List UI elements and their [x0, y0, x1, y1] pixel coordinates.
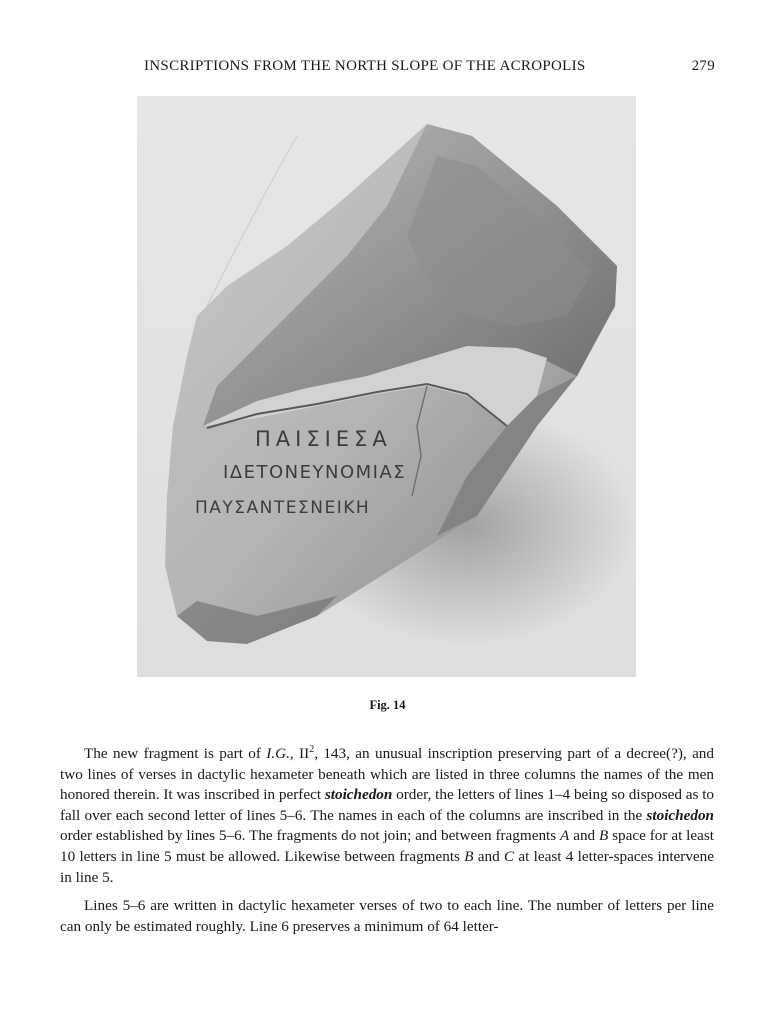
inscription-line-2: ΙΔΕΤΟΝΕΥΝΟΜΙΑΣ — [223, 462, 407, 483]
page-number: 279 — [691, 58, 715, 74]
stone-fragment-image — [137, 96, 636, 677]
running-head-title: INSCRIPTIONS FROM THE NORTH SLOPE OF THE ACROPOLIS — [144, 58, 586, 74]
figure-caption: Fig. 14 — [369, 698, 406, 712]
body-text — [60, 744, 714, 937]
paragraph-2: Lines 5–6 are written in dactylic hexameter verses of two to each line. The number of letters per line can only be estimated roughly. Line 6 preserves a minimum of 64 letter- — [60, 897, 714, 935]
figure-photograph — [137, 96, 636, 677]
paragraph-1: The new fragment is part of I.G., $II^2$, 143, an unusual inscription preserving part of a decree(?), and two lines of verses in dactylic hexameter beneath which are listed in three columns the names of the men honored therein. It was inscribed in perfect stoichedon order, the letters of lines 1–4 being so disposed as to fall over each second letter of lines 5–6. The names in each of the columns are inscribed in the stoichedon order established by lines 5–6. The fragments do not join; and between fragments A and B space for at least 10 letters in line 5 must be allowed. Likewise between fragments B and C at least 4 letter-spaces intervene in line 5. — [60, 743, 715, 886]
inscription-line-3: ΠΑΥΣΑΝΤΕΣΝΕΙΚΗ — [195, 498, 371, 518]
inscription-line-1: ΠΑΙΣΙΕΣΑ — [255, 427, 392, 451]
